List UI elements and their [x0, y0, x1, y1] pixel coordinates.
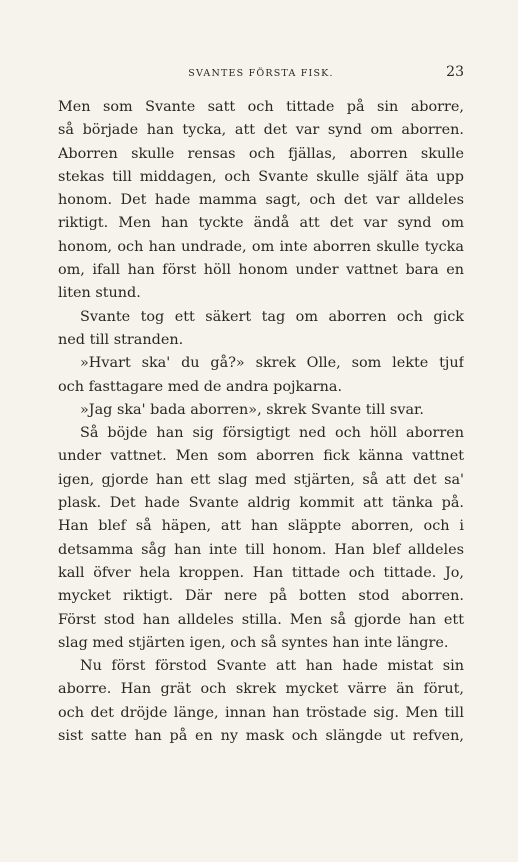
text-line: och fasttagare med de andra pojkarna. — [58, 378, 343, 395]
text-line: honom, och han undrade, om inte aborren skulle tycka — [58, 238, 464, 255]
text-line: så började han tycka, att det var synd om aborren. — [58, 122, 464, 139]
paragraph — [58, 655, 464, 748]
text-line: kall öfver hela kroppen. Han tittade och tittade. Jo, — [58, 564, 464, 581]
text-line: om, ifall han först höll honom under vattnet bara en — [58, 262, 464, 279]
text-line: »Jag ska' bada aborren», skrek Svante till svar. — [80, 401, 424, 418]
text-line: stekas till middagen, och Svante skulle själf äta upp — [58, 168, 464, 185]
running-title: SVANTES FÖRSTA FISK. — [188, 68, 334, 79]
text-line: »Hvart ska' du gå?» skrek Olle, som lekte tjuf — [80, 355, 464, 372]
text-line: Men som Svante satt och tittade på sin aborre, — [58, 99, 464, 115]
text-line: sist satte han på en ny mask och slängde ut refven, — [58, 728, 464, 745]
text-line: ned till stranden. — [58, 331, 184, 348]
text-line: Först stod han alldeles stilla. Men så gjorde han ett — [58, 611, 464, 628]
paragraph — [58, 422, 464, 655]
text-line: honom. Det hade mamma sagt, och det var alldeles — [58, 192, 464, 209]
text-line: detsamma såg han inte till honom. Han blef alldeles — [58, 541, 464, 558]
paragraph — [58, 96, 464, 306]
paragraph — [58, 306, 464, 353]
text-line: Så böjde han sig försigtigt ned och höll aborren — [80, 425, 464, 442]
page-number: 23 — [446, 64, 464, 80]
text-line: Svante tog ett säkert tag om aborren och gick — [80, 308, 464, 325]
text-line: Nu först förstod Svante att han hade mistat sin — [80, 658, 464, 675]
body-text — [58, 96, 464, 748]
text-line: igen, gjorde han ett slag med stjärten, så att det sa' — [58, 471, 464, 488]
text-line: Han blef så häpen, att han släppte aborren, och i — [58, 518, 464, 535]
text-line: plask. Det hade Svante aldrig kommit att tänka på. — [58, 495, 464, 512]
text-line: Aborren skulle rensas och fjällas, aborren skulle — [58, 145, 464, 162]
text-line: slag med stjärten igen, och så syntes han inte längre. — [58, 634, 449, 651]
paragraph — [58, 352, 464, 399]
text-line: under vattnet. Men som aborren fick känna vattnet — [58, 448, 464, 465]
text-line: riktigt. Men han tyckte ändå att det var synd om — [58, 215, 464, 232]
text-line: och det dröjde länge, innan han tröstade sig. Men till — [58, 704, 464, 721]
text-line: aborre. Han grät och skrek mycket värre än förut, — [58, 681, 464, 698]
text-line: mycket riktigt. Där nere på botten stod aborren. — [58, 588, 464, 605]
running-head — [58, 64, 464, 84]
text-line: liten stund. — [58, 285, 141, 302]
paragraph — [58, 399, 464, 422]
